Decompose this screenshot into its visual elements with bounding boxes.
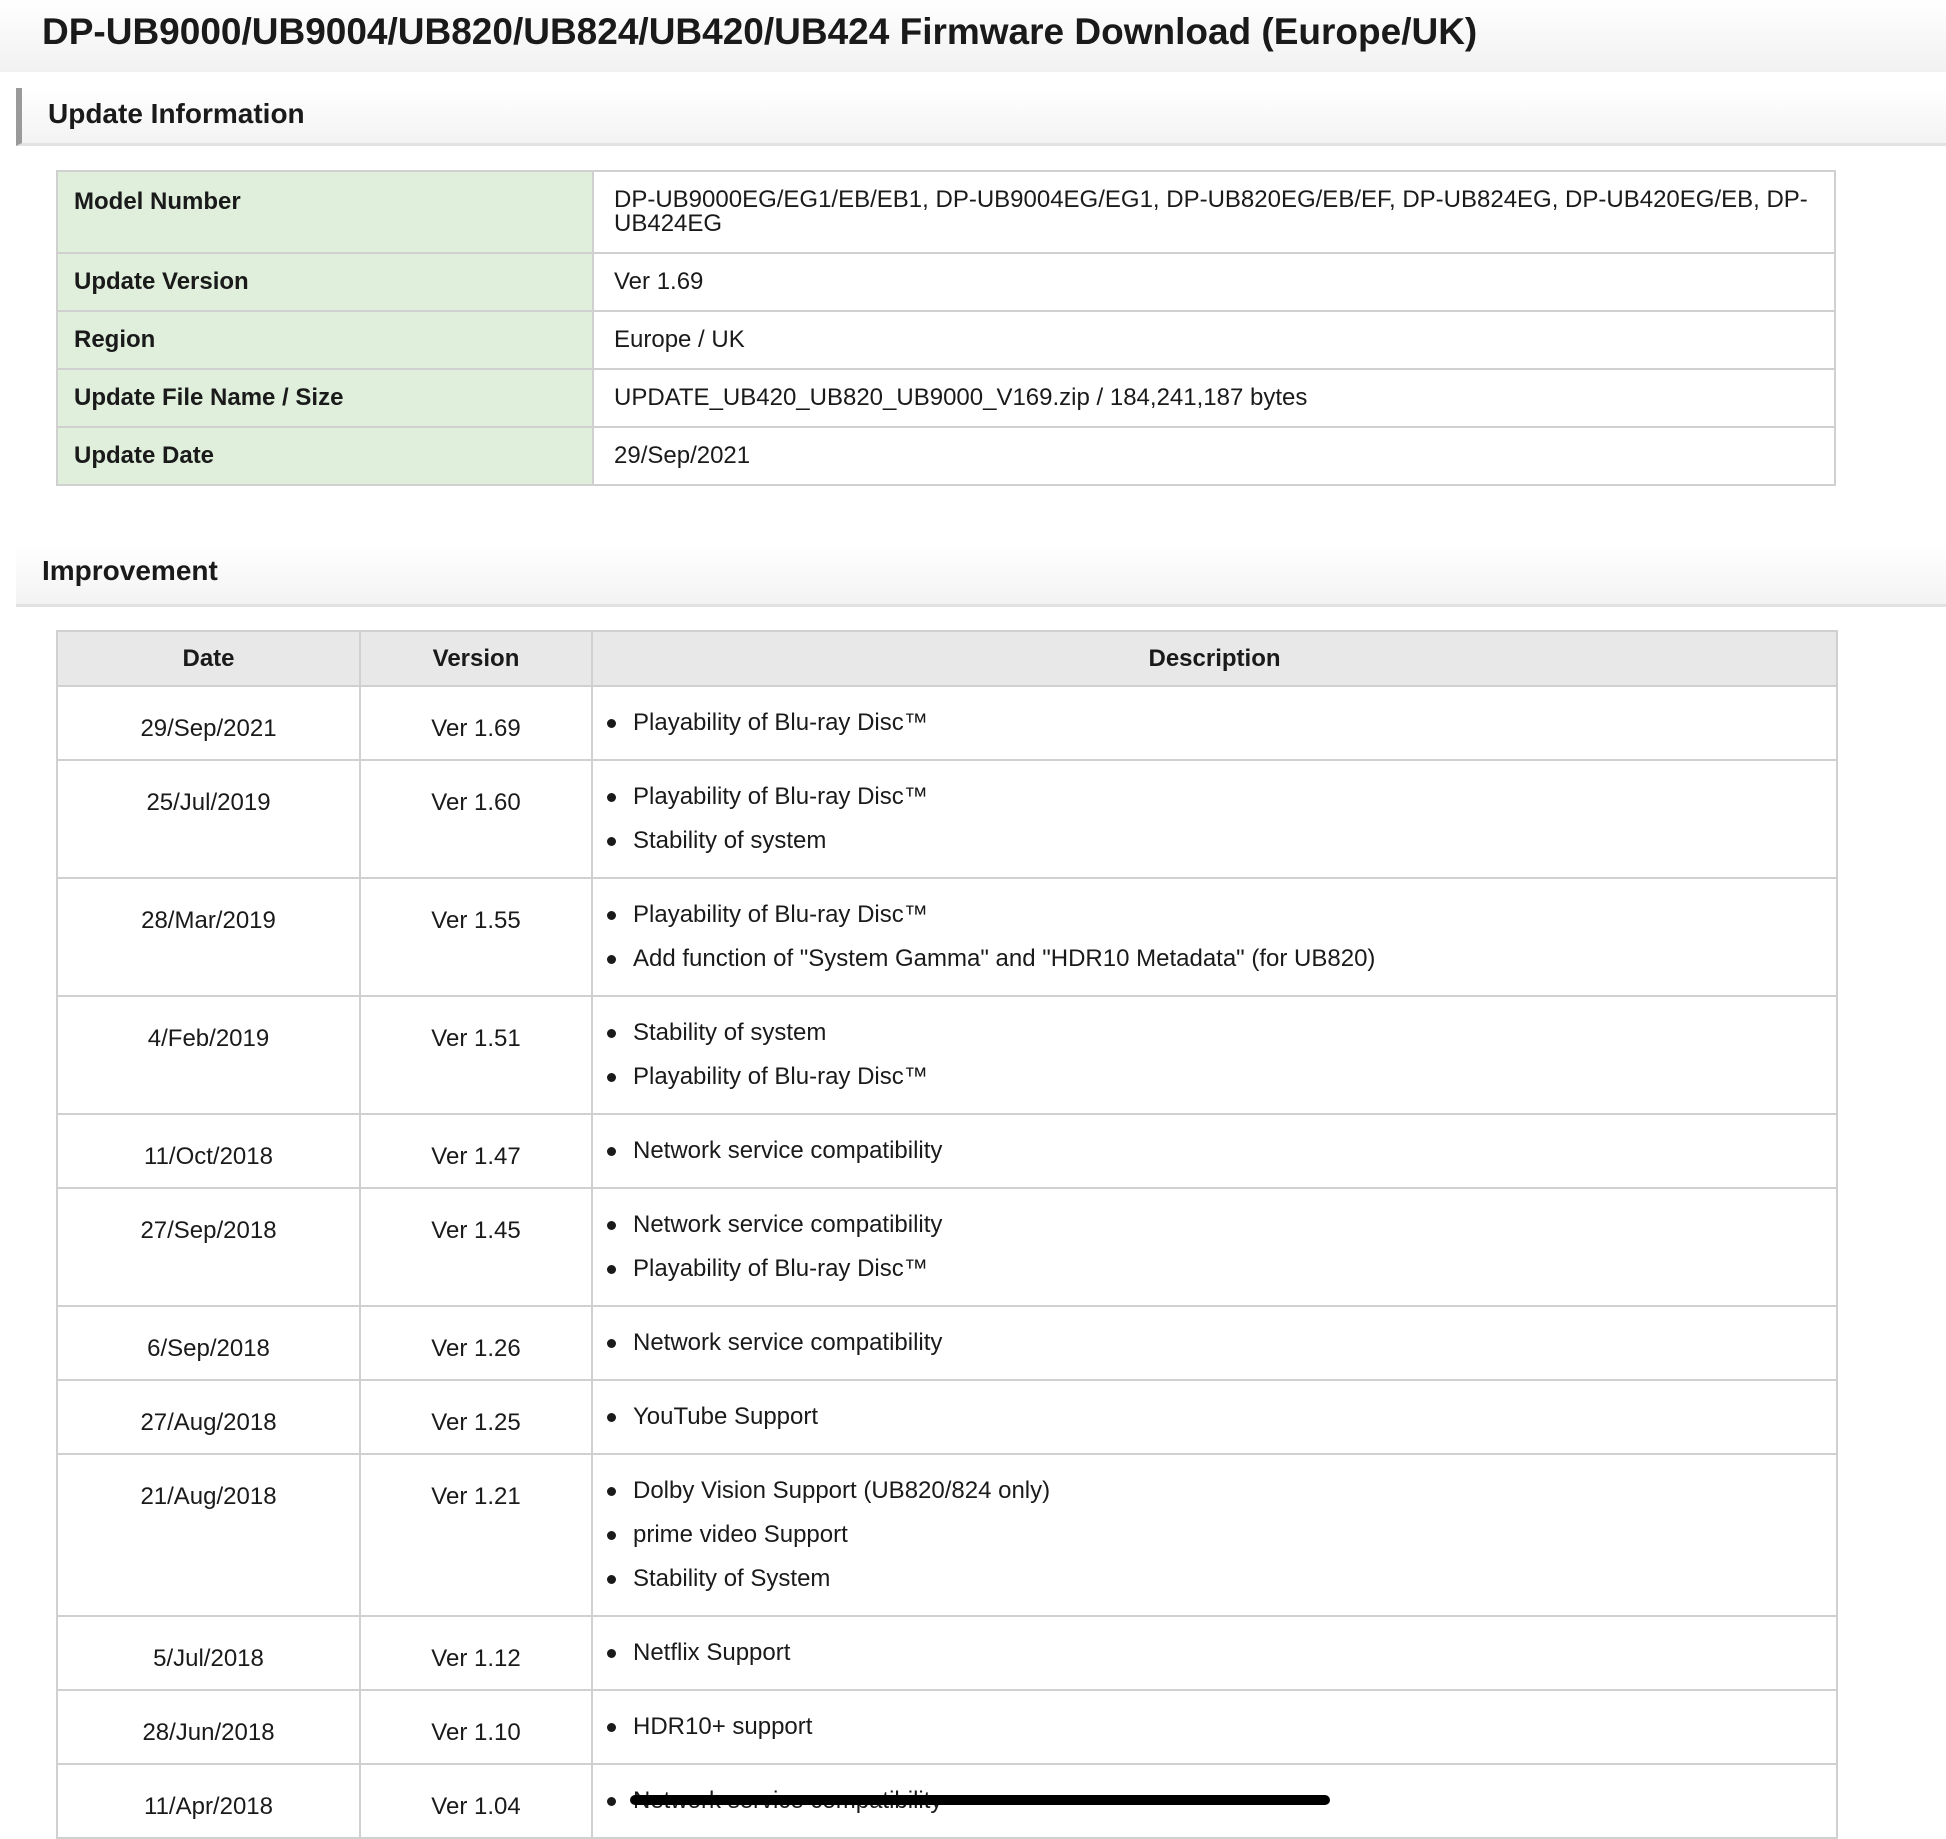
page-header [0, 0, 1946, 72]
date-cell: 27/Aug/2018 [57, 1380, 360, 1454]
info-value: Ver 1.69 [593, 253, 1835, 311]
date-cell: 6/Sep/2018 [57, 1306, 360, 1380]
date-cell: 28/Jun/2018 [57, 1690, 360, 1764]
list-item: Stability of system [601, 819, 1836, 863]
info-row [57, 427, 1835, 485]
column-header-date: Date [57, 631, 360, 686]
description-list [601, 1705, 1836, 1749]
description-cell [592, 1380, 1837, 1454]
improvement-table [56, 630, 1838, 1839]
description-cell [592, 760, 1837, 878]
date-cell: 5/Jul/2018 [57, 1616, 360, 1690]
description-list [601, 775, 1836, 863]
description-cell [592, 1616, 1837, 1690]
info-value: UPDATE_UB420_UB820_UB9000_V169.zip / 184,241,187 bytes [593, 369, 1835, 427]
table-row [57, 686, 1837, 760]
date-cell: 4/Feb/2019 [57, 996, 360, 1114]
version-cell: Ver 1.25 [360, 1380, 592, 1454]
info-row [57, 369, 1835, 427]
description-list [601, 1203, 1836, 1291]
description-list [601, 1011, 1836, 1099]
description-cell [592, 996, 1837, 1114]
date-cell: 28/Mar/2019 [57, 878, 360, 996]
list-item: Stability of System [601, 1557, 1836, 1601]
list-item: Network service compatibility [601, 1321, 1836, 1365]
list-item: Dolby Vision Support (UB820/824 only) [601, 1469, 1836, 1513]
list-item: YouTube Support [601, 1395, 1836, 1439]
list-item: Playability of Blu-ray Disc™ [601, 893, 1836, 937]
info-row [57, 171, 1835, 253]
description-list [601, 1631, 1836, 1675]
info-label: Update File Name / Size [57, 369, 593, 427]
improvement-header [16, 545, 1946, 607]
info-row [57, 311, 1835, 369]
description-list [601, 893, 1836, 981]
column-header-version: Version [360, 631, 592, 686]
info-label: Update Version [57, 253, 593, 311]
description-list [601, 701, 1836, 745]
table-row [57, 1306, 1837, 1380]
update-information-heading: Update Information [48, 98, 305, 129]
version-cell: Ver 1.51 [360, 996, 592, 1114]
description-list [601, 1129, 1836, 1173]
table-row [57, 1380, 1837, 1454]
version-cell: Ver 1.21 [360, 1454, 592, 1616]
update-information-header [16, 88, 1946, 146]
list-item: Stability of system [601, 1011, 1836, 1055]
description-cell [592, 1690, 1837, 1764]
date-cell: 11/Apr/2018 [57, 1764, 360, 1838]
table-row [57, 1454, 1837, 1616]
description-cell [592, 878, 1837, 996]
date-cell: 27/Sep/2018 [57, 1188, 360, 1306]
table-row [57, 760, 1837, 878]
info-row [57, 253, 1835, 311]
description-list [601, 1395, 1836, 1439]
description-cell [592, 1114, 1837, 1188]
home-indicator [630, 1795, 1330, 1805]
list-item: Playability of Blu-ray Disc™ [601, 1055, 1836, 1099]
table-row [57, 878, 1837, 996]
date-cell: 21/Aug/2018 [57, 1454, 360, 1616]
table-row [57, 1616, 1837, 1690]
date-cell: 29/Sep/2021 [57, 686, 360, 760]
list-item: Network service compatibility [601, 1129, 1836, 1173]
list-item: Playability of Blu-ray Disc™ [601, 775, 1836, 819]
table-row [57, 1690, 1837, 1764]
list-item: Add function of "System Gamma" and "HDR10 Metadata" (for UB820) [601, 937, 1836, 981]
version-cell: Ver 1.47 [360, 1114, 592, 1188]
column-header-description: Description [592, 631, 1837, 686]
version-cell: Ver 1.45 [360, 1188, 592, 1306]
version-cell: Ver 1.10 [360, 1690, 592, 1764]
version-cell: Ver 1.69 [360, 686, 592, 760]
description-list [601, 1321, 1836, 1365]
description-list [601, 1469, 1836, 1601]
description-cell [592, 686, 1837, 760]
description-cell [592, 1188, 1837, 1306]
info-label: Model Number [57, 171, 593, 253]
list-item: HDR10+ support [601, 1705, 1836, 1749]
list-item: Playability of Blu-ray Disc™ [601, 701, 1836, 745]
update-information-table [56, 170, 1836, 486]
info-label: Region [57, 311, 593, 369]
list-item: prime video Support [601, 1513, 1836, 1557]
list-item: Playability of Blu-ray Disc™ [601, 1247, 1836, 1291]
improvement-heading: Improvement [42, 555, 218, 586]
table-row [57, 996, 1837, 1114]
version-cell: Ver 1.04 [360, 1764, 592, 1838]
improvement-table-header-row [57, 631, 1837, 686]
description-cell [592, 1454, 1837, 1616]
list-item: Netflix Support [601, 1631, 1836, 1675]
info-value: DP-UB9000EG/EG1/EB/EB1, DP-UB9004EG/EG1, DP-UB820EG/EB/EF, DP-UB824EG, DP-UB420EG/EB, DP-UB424EG [593, 171, 1835, 253]
table-row [57, 1114, 1837, 1188]
version-cell: Ver 1.26 [360, 1306, 592, 1380]
info-label: Update Date [57, 427, 593, 485]
info-value: 29/Sep/2021 [593, 427, 1835, 485]
info-value: Europe / UK [593, 311, 1835, 369]
table-row [57, 1188, 1837, 1306]
list-item: Network service compatibility [601, 1203, 1836, 1247]
version-cell: Ver 1.60 [360, 760, 592, 878]
date-cell: 25/Jul/2019 [57, 760, 360, 878]
date-cell: 11/Oct/2018 [57, 1114, 360, 1188]
version-cell: Ver 1.12 [360, 1616, 592, 1690]
description-cell [592, 1306, 1837, 1380]
version-cell: Ver 1.55 [360, 878, 592, 996]
page-title: DP-UB9000/UB9004/UB820/UB824/UB420/UB424 Firmware Download (Europe/UK) [42, 11, 1478, 52]
